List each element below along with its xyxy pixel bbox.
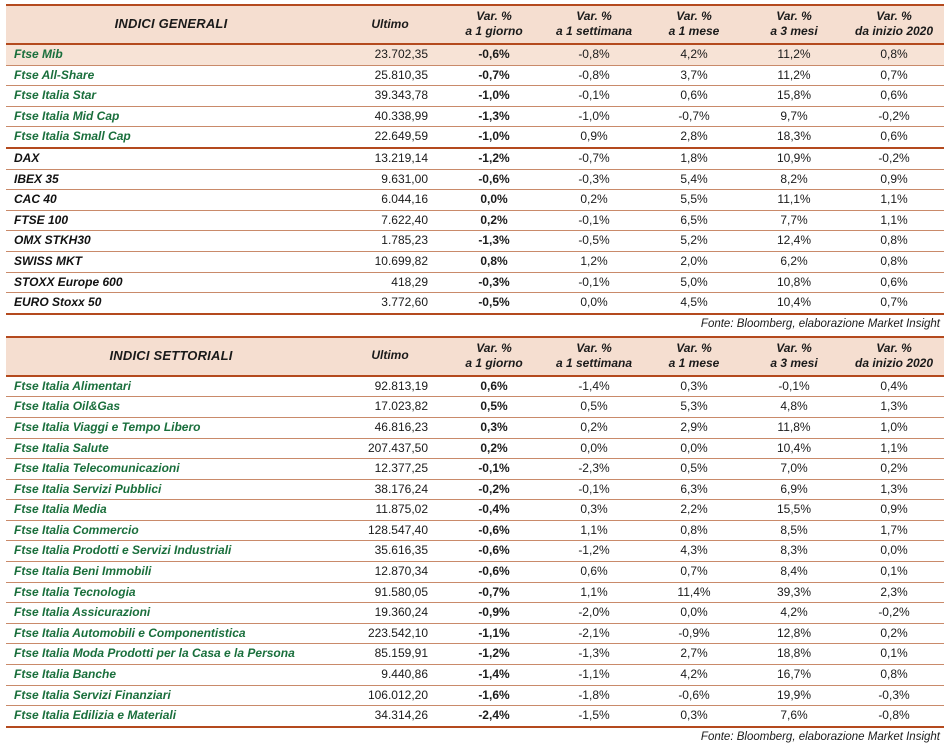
var-1giorno: -0,7% (444, 65, 544, 86)
var-1giorno: -0,2% (444, 479, 544, 500)
index-last: 22.649,59 (336, 127, 444, 148)
index-name: Ftse Italia Edilizia e Materiali (14, 708, 177, 723)
var-1mese: 5,3% (644, 397, 744, 418)
index-last: 207.437,50 (336, 438, 444, 459)
index-name: CAC 40 (6, 190, 336, 211)
index-name: SWISS MKT (6, 251, 336, 272)
var-inizio-anno: 2,3% (844, 582, 944, 603)
var-1settimana: 0,0% (544, 438, 644, 459)
var-1settimana: -2,1% (544, 623, 644, 644)
var-1giorno: -1,0% (444, 86, 544, 107)
header-var-inizio-anno (844, 338, 944, 376)
var-1giorno: 0,2% (444, 210, 544, 231)
var-3mesi: 10,8% (744, 272, 844, 293)
var-inizio-anno: 0,2% (844, 459, 944, 480)
var-1mese: 2,7% (644, 644, 744, 665)
var-3mesi: 11,8% (744, 417, 844, 438)
header-var-label: Var. % (676, 340, 712, 355)
var-inizio-anno: 0,9% (844, 500, 944, 521)
header-var-label: Var. % (876, 340, 912, 355)
var-3mesi: 8,3% (744, 541, 844, 562)
header-var-period: a 1 settimana (555, 24, 633, 38)
var-3mesi: 8,4% (744, 562, 844, 583)
var-1giorno: -0,6% (444, 44, 544, 65)
var-1settimana: -0,5% (544, 231, 644, 252)
var-3mesi: 15,8% (744, 86, 844, 107)
var-1giorno: -1,3% (444, 106, 544, 127)
var-1mese: 4,3% (644, 541, 744, 562)
index-name: Ftse Italia Prodotti e Servizi Industriali (6, 541, 336, 562)
index-last: 46.816,23 (336, 417, 444, 438)
var-1settimana: -0,1% (544, 272, 644, 293)
var-3mesi: 11,1% (744, 190, 844, 211)
index-name: STOXX Europe 600 (6, 272, 336, 293)
index-name: Ftse Italia Banche (6, 665, 336, 686)
var-1settimana: 0,3% (544, 500, 644, 521)
var-1settimana: -0,7% (544, 148, 644, 169)
table-row (6, 685, 944, 706)
var-1mese: 2,8% (644, 127, 744, 148)
table-row (6, 106, 944, 127)
index-name: Ftse Italia Telecomunicazioni (6, 459, 336, 480)
var-3mesi: 10,9% (744, 148, 844, 169)
var-1settimana: -1,5% (578, 708, 610, 723)
var-1settimana: 0,0% (580, 295, 608, 310)
header-var-period: a 3 mesi (770, 355, 818, 370)
var-1giorno: -0,6% (444, 541, 544, 562)
index-name: Ftse Italia Small Cap (6, 127, 336, 148)
var-3mesi: 11,2% (744, 65, 844, 86)
table-row (6, 190, 944, 211)
index-name: Ftse Italia Assicurazioni (6, 603, 336, 624)
var-1settimana: -0,8% (544, 44, 644, 65)
var-3mesi: 16,7% (744, 665, 844, 686)
table-row (6, 376, 944, 397)
index-name: IBEX 35 (6, 169, 336, 190)
header-var-label: Var. % (576, 9, 612, 23)
var-inizio-anno: -0,2% (844, 603, 944, 624)
table-row (6, 562, 944, 583)
var-1giorno: -0,4% (444, 500, 544, 521)
table-row (6, 479, 944, 500)
index-last: 9.631,00 (336, 169, 444, 190)
index-name: Ftse Italia Viaggi e Tempo Libero (6, 417, 336, 438)
var-1mese: 6,5% (644, 210, 744, 231)
header-row (6, 6, 944, 44)
index-last: 34.314,26 (374, 708, 428, 723)
header-ultimo: Ultimo (336, 6, 444, 44)
header-var-period: da inizio 2020 (854, 24, 934, 38)
index-name: Ftse Italia Salute (6, 438, 336, 459)
index-name: Ftse Italia Commercio (6, 520, 336, 541)
var-inizio-anno: 1,3% (844, 479, 944, 500)
index-last: 128.547,40 (336, 520, 444, 541)
var-1settimana: 0,9% (544, 127, 644, 148)
var-inizio-anno: -0,2% (844, 148, 944, 169)
index-name: OMX STKH30 (6, 231, 336, 252)
index-last: 13.219,14 (336, 148, 444, 169)
index-last: 40.338,99 (336, 106, 444, 127)
var-3mesi: 12,8% (744, 623, 844, 644)
var-3mesi: 6,9% (744, 479, 844, 500)
index-name: Ftse Italia Servizi Pubblici (6, 479, 336, 500)
var-inizio-anno: 0,6% (844, 86, 944, 107)
var-1mese: 4,2% (644, 44, 744, 65)
var-1settimana: -1,3% (544, 644, 644, 665)
var-inizio-anno: 1,0% (844, 417, 944, 438)
header-var-3mesi (744, 6, 844, 44)
var-1mese: 2,0% (644, 251, 744, 272)
var-inizio-anno: 0,8% (844, 231, 944, 252)
var-inizio-anno: -0,3% (844, 685, 944, 706)
table-row (6, 438, 944, 459)
table-row (6, 127, 944, 148)
var-inizio-anno: 0,0% (844, 541, 944, 562)
var-inizio-anno: 0,7% (880, 295, 908, 310)
var-1settimana: -0,1% (544, 86, 644, 107)
var-3mesi: 9,7% (744, 106, 844, 127)
var-1mese: 1,8% (644, 148, 744, 169)
index-name: Ftse Italia Automobili e Componentistica (6, 623, 336, 644)
var-1giorno: -1,1% (444, 623, 544, 644)
var-1giorno: -1,3% (444, 231, 544, 252)
var-3mesi: 12,4% (744, 231, 844, 252)
var-1giorno: -0,6% (444, 169, 544, 190)
var-1settimana: 1,2% (544, 251, 644, 272)
var-inizio-anno: 1,1% (844, 210, 944, 231)
index-last: 23.702,35 (336, 44, 444, 65)
var-3mesi: 4,2% (744, 603, 844, 624)
var-1settimana: -1,2% (544, 541, 644, 562)
source-note-generali: Fonte: Bloomberg, elaborazione Market Insight (700, 317, 940, 330)
var-inizio-anno: 0,9% (844, 169, 944, 190)
var-1giorno: 0,0% (444, 190, 544, 211)
table-row (6, 293, 944, 313)
var-1giorno: -1,6% (444, 685, 544, 706)
var-1settimana: -0,1% (544, 210, 644, 231)
header-var-period: a 1 settimana (555, 355, 633, 370)
var-inizio-anno: 0,6% (844, 272, 944, 293)
var-1settimana: 0,6% (544, 562, 644, 583)
table-header (6, 6, 944, 44)
var-1mese: -0,9% (644, 623, 744, 644)
index-last: 11.875,02 (336, 500, 444, 521)
var-3mesi: 10,4% (744, 438, 844, 459)
header-var-1mese (644, 338, 744, 376)
table-row (6, 500, 944, 521)
var-inizio-anno: 0,8% (844, 251, 944, 272)
index-name: Ftse All-Share (6, 65, 336, 86)
var-inizio-anno: 0,8% (844, 44, 944, 65)
var-1settimana: 0,5% (544, 397, 644, 418)
var-1mese: 3,7% (644, 65, 744, 86)
var-1giorno: 0,2% (444, 438, 544, 459)
index-last: 19.360,24 (336, 603, 444, 624)
var-1giorno: -0,6% (444, 562, 544, 583)
table-header (6, 338, 944, 376)
var-1mese: 2,9% (644, 417, 744, 438)
header-var-inizio-anno (844, 6, 944, 44)
var-1settimana: -1,4% (544, 376, 644, 397)
table-row (6, 603, 944, 624)
index-name: EURO Stoxx 50 (14, 295, 102, 310)
var-1mese: 0,8% (644, 520, 744, 541)
var-inizio-anno: 0,8% (844, 665, 944, 686)
var-1mese: 11,4% (644, 582, 744, 603)
table-row (6, 417, 944, 438)
var-1settimana: -0,1% (544, 479, 644, 500)
index-name: Ftse Italia Star (6, 86, 336, 107)
var-1mese: 0,3% (644, 376, 744, 397)
header-var-period: a 1 giorno (465, 355, 523, 370)
var-3mesi: 18,8% (744, 644, 844, 665)
var-1settimana: -2,0% (544, 603, 644, 624)
var-1mese: 0,7% (644, 562, 744, 583)
index-last: 10.699,82 (336, 251, 444, 272)
table-row (6, 44, 944, 65)
index-last: 1.785,23 (336, 231, 444, 252)
indici-generali-rows (6, 44, 944, 313)
var-3mesi: 39,3% (744, 582, 844, 603)
var-1mese: 0,0% (644, 438, 744, 459)
header-var-period: a 1 mese (668, 24, 720, 38)
var-inizio-anno: 0,7% (844, 65, 944, 86)
var-1giorno: 0,6% (444, 376, 544, 397)
index-last: 85.159,91 (336, 644, 444, 665)
index-name: Ftse Italia Oil&Gas (6, 397, 336, 418)
var-3mesi: -0,1% (744, 376, 844, 397)
var-1giorno: 0,5% (444, 397, 544, 418)
var-1giorno: -1,2% (444, 148, 544, 169)
header-var-1settimana (544, 338, 644, 376)
var-1giorno: 0,3% (444, 417, 544, 438)
var-1giorno: -0,3% (444, 272, 544, 293)
table-row (6, 251, 944, 272)
table-row (6, 582, 944, 603)
var-1mese: 0,5% (644, 459, 744, 480)
index-last: 92.813,19 (336, 376, 444, 397)
table-row (6, 706, 944, 726)
var-3mesi: 7,0% (744, 459, 844, 480)
table-row (6, 541, 944, 562)
header-var-label: Var. % (776, 9, 812, 23)
index-name: Ftse Italia Servizi Finanziari (6, 685, 336, 706)
header-var-1giorno (444, 338, 544, 376)
var-inizio-anno: 1,1% (844, 190, 944, 211)
var-3mesi: 18,3% (744, 127, 844, 148)
var-inizio-anno: 0,4% (844, 376, 944, 397)
header-title: INDICI GENERALI (6, 6, 336, 44)
table-row (6, 169, 944, 190)
var-3mesi: 6,2% (744, 251, 844, 272)
header-var-period: a 3 mesi (770, 24, 818, 38)
table-row (6, 644, 944, 665)
var-1mese: 5,5% (644, 190, 744, 211)
index-name: FTSE 100 (6, 210, 336, 231)
index-last: 12.870,34 (336, 562, 444, 583)
var-3mesi: 4,8% (744, 397, 844, 418)
var-1settimana: -0,8% (544, 65, 644, 86)
var-inizio-anno: -0,2% (844, 106, 944, 127)
var-1mese: -0,6% (644, 685, 744, 706)
header-var-label: Var. % (676, 9, 712, 23)
header-var-label: Var. % (576, 340, 612, 355)
table-row (6, 397, 944, 418)
index-last: 106.012,20 (336, 685, 444, 706)
table-row (6, 665, 944, 686)
var-1settimana: -1,8% (544, 685, 644, 706)
var-inizio-anno: 0,1% (844, 562, 944, 583)
header-var-1giorno (444, 6, 544, 44)
var-3mesi: 19,9% (744, 685, 844, 706)
header-ultimo: Ultimo (336, 338, 444, 376)
var-1mese: 0,3% (680, 708, 708, 723)
header-row (6, 338, 944, 376)
var-1giorno: -0,9% (444, 603, 544, 624)
var-1settimana: -1,1% (544, 665, 644, 686)
index-name: DAX (6, 148, 336, 169)
var-1mese: 6,3% (644, 479, 744, 500)
source-note-settoriali: Fonte: Bloomberg, elaborazione Market Insight (700, 730, 940, 743)
var-1giorno: -1,2% (444, 644, 544, 665)
header-var-1settimana (544, 6, 644, 44)
table-row (6, 65, 944, 86)
indici-settoriali-rows (6, 376, 944, 726)
index-last: 223.542,10 (336, 623, 444, 644)
table-row (6, 459, 944, 480)
indici-generali-table-block (6, 4, 944, 315)
index-last: 6.044,16 (336, 190, 444, 211)
header-var-period: a 1 giorno (465, 24, 523, 38)
var-1mese: 5,4% (644, 169, 744, 190)
var-1mese: 4,5% (680, 295, 708, 310)
var-inizio-anno: 0,2% (844, 623, 944, 644)
indici-generali-table (6, 6, 944, 313)
index-last: 12.377,25 (336, 459, 444, 480)
header-var-label: Var. % (476, 340, 512, 355)
header-var-label: Var. % (776, 340, 812, 355)
table-row (6, 272, 944, 293)
var-1settimana: -1,0% (544, 106, 644, 127)
index-name: Ftse Italia Mid Cap (6, 106, 336, 127)
var-1mese: 0,6% (644, 86, 744, 107)
indici-settoriali-table-block (6, 336, 944, 728)
var-1giorno: -2,4% (478, 708, 510, 723)
var-1settimana: 1,1% (544, 582, 644, 603)
header-var-1mese (644, 6, 744, 44)
var-1mese: 0,0% (644, 603, 744, 624)
var-1giorno: -1,0% (444, 127, 544, 148)
var-1giorno: 0,8% (444, 251, 544, 272)
index-last: 35.616,35 (336, 541, 444, 562)
var-inizio-anno: -0,8% (878, 708, 910, 723)
var-1settimana: -0,3% (544, 169, 644, 190)
index-last: 3.772,60 (381, 295, 428, 310)
table-row (6, 86, 944, 107)
var-1mese: 4,2% (644, 665, 744, 686)
table-row (6, 623, 944, 644)
var-1settimana: 1,1% (544, 520, 644, 541)
index-name: Ftse Italia Media (6, 500, 336, 521)
var-inizio-anno: 0,6% (844, 127, 944, 148)
index-name: Ftse Italia Tecnologia (6, 582, 336, 603)
index-last: 25.810,35 (336, 65, 444, 86)
var-1giorno: -0,6% (444, 520, 544, 541)
header-var-period: a 1 mese (668, 355, 720, 370)
index-last: 9.440,86 (336, 665, 444, 686)
var-3mesi: 15,5% (744, 500, 844, 521)
var-1mese: 5,2% (644, 231, 744, 252)
var-inizio-anno: 1,1% (844, 438, 944, 459)
index-last: 38.176,24 (336, 479, 444, 500)
var-1mese: -0,7% (644, 106, 744, 127)
header-var-3mesi (744, 338, 844, 376)
var-1mese: 5,0% (644, 272, 744, 293)
index-last: 418,29 (336, 272, 444, 293)
var-inizio-anno: 1,3% (844, 397, 944, 418)
var-3mesi: 7,6% (780, 708, 808, 723)
table-row (6, 231, 944, 252)
table-row (6, 520, 944, 541)
var-1giorno: -0,5% (478, 295, 510, 310)
header-var-label: Var. % (876, 9, 912, 23)
var-1mese: 2,2% (644, 500, 744, 521)
table-row (6, 210, 944, 231)
var-3mesi: 8,5% (744, 520, 844, 541)
var-3mesi: 10,4% (776, 295, 812, 310)
var-1settimana: 0,2% (544, 417, 644, 438)
index-last: 91.580,05 (336, 582, 444, 603)
var-1settimana: -2,3% (544, 459, 644, 480)
index-last: 39.343,78 (336, 86, 444, 107)
var-1settimana: 0,2% (544, 190, 644, 211)
index-name: Ftse Italia Beni Immobili (6, 562, 336, 583)
header-var-label: Var. % (476, 9, 512, 23)
index-name: Ftse Mib (6, 44, 336, 65)
var-1giorno: -0,1% (444, 459, 544, 480)
index-last: 17.023,82 (336, 397, 444, 418)
index-name: Ftse Italia Moda Prodotti per la Casa e la Persona (6, 644, 336, 665)
index-name: Ftse Italia Alimentari (6, 376, 336, 397)
header-title: INDICI SETTORIALI (6, 338, 336, 376)
table-row (6, 148, 944, 169)
index-last: 7.622,40 (336, 210, 444, 231)
var-1giorno: -1,4% (444, 665, 544, 686)
header-var-period: da inizio 2020 (854, 355, 934, 370)
var-3mesi: 7,7% (744, 210, 844, 231)
indici-settoriali-table (6, 338, 944, 726)
var-1giorno: -0,7% (444, 582, 544, 603)
var-inizio-anno: 1,7% (844, 520, 944, 541)
var-3mesi: 11,2% (744, 44, 844, 65)
var-3mesi: 8,2% (744, 169, 844, 190)
var-inizio-anno: 0,1% (844, 644, 944, 665)
